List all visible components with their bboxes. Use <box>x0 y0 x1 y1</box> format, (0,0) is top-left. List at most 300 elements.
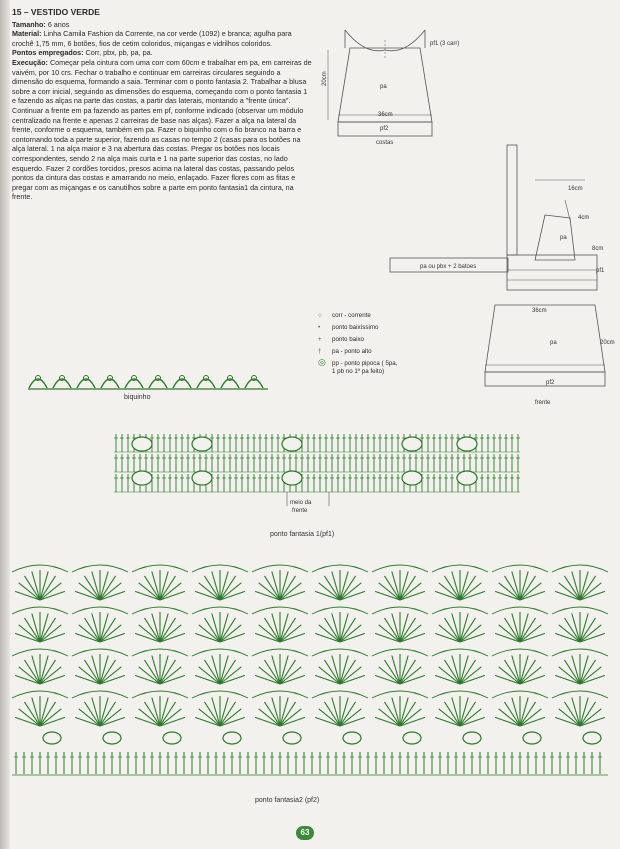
shell-stitch-mark <box>160 591 185 600</box>
shell-stitch-mark <box>84 576 100 600</box>
shell-stitch-mark <box>32 656 40 684</box>
shell-stitch-mark <box>392 572 400 600</box>
back-waist-label: 36cm <box>378 112 393 118</box>
shell-stitch-mark <box>340 656 348 684</box>
stitch-chart-pf2 <box>12 556 608 782</box>
shell-stitch-mark <box>100 702 116 726</box>
material-paragraph <box>12 29 312 48</box>
legend-item: † pa - ponto alto <box>318 346 397 358</box>
shell-stitch-mark <box>324 660 340 684</box>
shell-stitch-mark <box>100 656 108 684</box>
shell-stitch-mark <box>384 576 400 600</box>
shell-stitch-mark <box>580 591 605 600</box>
shell-stitch-mark <box>499 667 520 684</box>
shell-stitch-mark <box>92 656 100 684</box>
material-value: Linha Camila Fashion da Corrente, na cor verde (1092) e branca; agulha para crochê 1,75 mm, 6 botões, fios de cetim coloridos, miçangas e vidrilhos coloridos. <box>12 29 292 48</box>
shell-stitch-mark <box>100 667 121 684</box>
shell-stitch-mark <box>40 614 48 642</box>
shell-stitch-mark <box>139 709 160 726</box>
shell-stitch-mark <box>495 591 520 600</box>
shell-stitch-mark <box>460 576 476 600</box>
shell-stitch-mark <box>255 591 280 600</box>
shell-stitch-mark <box>19 583 40 600</box>
back-body-label: pa <box>380 84 387 90</box>
shell-stitch-mark <box>75 717 100 726</box>
shell-stitch-mark <box>100 698 108 726</box>
shell-stitch-mark <box>264 576 280 600</box>
shell-stitch-mark <box>40 660 56 684</box>
shell-stitch-mark <box>92 614 100 642</box>
shell-stitch-mark <box>520 572 528 600</box>
shell-stitch-mark <box>580 625 601 642</box>
shell-stitch-mark <box>580 675 605 684</box>
popcorn-mark <box>403 732 421 744</box>
shell-stitch-mark <box>40 717 65 726</box>
shell-stitch-mark <box>555 591 580 600</box>
shell-stitch-mark <box>332 614 340 642</box>
shell-stitch-mark <box>452 698 460 726</box>
shell-stitch-mark <box>400 717 425 726</box>
shell-stitch-mark <box>220 675 245 684</box>
shell-stitch-mark <box>520 667 541 684</box>
shell-stitch-mark <box>75 591 100 600</box>
material-label: Material: <box>12 29 42 39</box>
shell-stitch-mark <box>152 656 160 684</box>
shell-stitch-mark <box>315 591 340 600</box>
shell-stitch-mark <box>340 675 365 684</box>
shell-stitch-mark <box>280 717 305 726</box>
shell-stitch-mark <box>580 572 588 600</box>
shell-stitch-mark <box>15 717 40 726</box>
edging-caption: biquinho <box>124 394 151 401</box>
shell-stitch-mark <box>400 614 408 642</box>
popcorn-mark <box>402 437 422 451</box>
shell-stitch-mark <box>264 660 280 684</box>
popcorn-mark <box>192 437 212 451</box>
shell-stitch-mark <box>212 572 220 600</box>
shell-stitch-mark <box>160 709 181 726</box>
front-height-label: 20cm <box>600 340 615 346</box>
popcorn-mark <box>457 471 477 485</box>
popcorn-mark <box>132 437 152 451</box>
shell-stitch-mark <box>564 576 580 600</box>
popcorn-mark <box>463 732 481 744</box>
page-number: 63 <box>296 826 314 840</box>
popcorn-mark <box>402 471 422 485</box>
shell-stitch-mark <box>315 717 340 726</box>
shell-stitch-mark <box>332 572 340 600</box>
shell-stitch-mark <box>40 698 48 726</box>
shell-stitch-mark <box>520 614 528 642</box>
shell-stitch-mark <box>520 702 536 726</box>
shell-stitch-mark <box>135 717 160 726</box>
shell-stitch-mark <box>40 675 65 684</box>
slip-stitch-symbol-icon: • <box>318 324 321 331</box>
shell-stitch-mark <box>160 675 185 684</box>
shell-stitch-mark <box>40 583 61 600</box>
shell-stitch-mark <box>160 656 168 684</box>
shell-stitch-mark <box>40 572 48 600</box>
popcorn-mark <box>192 471 212 485</box>
chain-symbol-icon: ○ <box>318 312 322 319</box>
popcorn-mark <box>523 732 541 744</box>
shell-stitch-mark <box>135 633 160 642</box>
shell-stitch-mark <box>340 709 361 726</box>
shell-stitch-mark <box>280 660 296 684</box>
shell-stitch-mark <box>375 591 400 600</box>
shell-stitch-mark <box>559 667 580 684</box>
shell-stitch-mark <box>340 583 361 600</box>
shell-stitch-mark <box>392 698 400 726</box>
shell-stitch-mark <box>24 702 40 726</box>
shell-stitch-mark <box>100 633 125 642</box>
shell-stitch-mark <box>79 667 100 684</box>
shell-stitch-mark <box>375 633 400 642</box>
shell-stitch-mark <box>384 702 400 726</box>
shell-stitch-mark <box>212 698 220 726</box>
shell-stitch-mark <box>392 656 400 684</box>
shell-stitch-mark <box>280 675 305 684</box>
shell-stitch-mark <box>84 702 100 726</box>
shell-stitch-mark <box>520 583 541 600</box>
shell-stitch-mark <box>220 583 241 600</box>
picot-mark <box>156 376 161 381</box>
shell-stitch-mark <box>460 660 476 684</box>
picot-mark <box>84 376 89 381</box>
popcorn-mark <box>103 732 121 744</box>
shell-stitch-mark <box>400 702 416 726</box>
shell-stitch-mark <box>400 591 425 600</box>
shell-stitch-mark <box>439 667 460 684</box>
shell-stitch-mark <box>340 618 356 642</box>
shell-stitch-mark <box>40 656 48 684</box>
shell-stitch-mark <box>319 709 340 726</box>
legend-item: 1 pb no 1º pa feito) <box>332 368 385 375</box>
shell-stitch-mark <box>375 717 400 726</box>
shell-stitch-mark <box>460 618 476 642</box>
shell-stitch-mark <box>255 675 280 684</box>
shell-stitch-mark <box>264 618 280 642</box>
back-strap-label: pf1 (3 carr) <box>430 41 460 47</box>
shell-stitch-mark <box>40 633 65 642</box>
shell-stitch-mark <box>555 675 580 684</box>
shell-stitch-mark <box>32 698 40 726</box>
shell-stitch-mark <box>499 625 520 642</box>
shell-stitch-mark <box>135 591 160 600</box>
shell-stitch-mark <box>139 667 160 684</box>
shell-stitch-mark <box>460 633 485 642</box>
shell-stitch-mark <box>340 717 365 726</box>
shell-stitch-mark <box>512 614 520 642</box>
shell-stitch-mark <box>24 618 40 642</box>
shell-stitch-mark <box>280 698 288 726</box>
popcorn-mark <box>223 732 241 744</box>
shell-stitch-mark <box>400 675 425 684</box>
shell-stitch-mark <box>319 625 340 642</box>
shell-stitch-mark <box>280 702 296 726</box>
shell-stitch-mark <box>460 583 481 600</box>
shell-stitch-mark <box>79 625 100 642</box>
legend-item: ◎ pp - ponto pipoca ( 5pa, <box>318 357 398 367</box>
shell-stitch-mark <box>495 633 520 642</box>
shell-stitch-mark <box>340 614 348 642</box>
shell-stitch-mark <box>160 583 181 600</box>
shell-stitch-mark <box>520 625 541 642</box>
shell-stitch-mark <box>392 614 400 642</box>
shell-stitch-mark <box>255 633 280 642</box>
picot-mark <box>252 376 257 381</box>
symbol-legend <box>318 310 397 376</box>
shell-stitch-mark <box>15 591 40 600</box>
execution-value: Começar pela cintura com uma corr com 60cm e trabalhar em pa, em carreiras de vaivém, por 10 crs. Fechar o trabalho e continuar em carreiras circulares seguindo a dimensão do esquema, formando a saia. Terminar com o ponto fantasia 2. Trabalhar a blusa sobre a corr inicial, seguindo as dimensões do esquema, começando com o ponto fantasia 1 e fazendo as alças na parte das costas, a partir das laterais, montando a "frente única". Continuar a frente em pa fazendo as partes em pf, conforme indicado (observar um módulo centralizado na frente e apenas 2 carreiras de base nas alças). Fazer a alça na lateral da frente, conforme o esquema, também em pa. Fazer o biquinho com o fio branco na barra e contornando toda a parte superior, fazendo as casas no tempo 2 (casas para os botões na alça lateral. 1 na alça maior e 3 na abertura das costas. Pregar os botões nos locais correspondentes, sendo 2 na alça mais curta e 1 na parte superior das costas, no lado esquerdo. Fazer 2 cordões torcidos, presos acima na lateral das costas, passando pelos pontos da cintura das costas e amarrando no meio, enlaçado. Fazer flores com as fitas e pregar com as miçangas e os canutilhos sobre a parte em ponto fantasia1 da cintura, na frente. <box>12 57 312 202</box>
shell-stitch-mark <box>499 583 520 600</box>
shell-stitch-mark <box>100 660 116 684</box>
shell-stitch-mark <box>220 614 228 642</box>
shell-stitch-mark <box>195 717 220 726</box>
shell-stitch-mark <box>319 583 340 600</box>
shell-stitch-mark <box>75 633 100 642</box>
shell-stitch-mark <box>212 656 220 684</box>
shell-stitch-mark <box>324 618 340 642</box>
shell-stitch-mark <box>160 660 176 684</box>
shell-stitch-mark <box>204 702 220 726</box>
shell-stitch-mark <box>160 698 168 726</box>
shell-stitch-mark <box>204 576 220 600</box>
shell-stitch-mark <box>19 625 40 642</box>
front-diagram <box>385 140 610 410</box>
shell-stitch-mark <box>580 698 588 726</box>
shell-stitch-mark <box>220 709 241 726</box>
shell-stitch-mark <box>32 572 40 600</box>
shell-stitch-mark <box>512 572 520 600</box>
shell-stitch-mark <box>79 583 100 600</box>
shell-stitch-mark <box>272 614 280 642</box>
shell-stitch-mark <box>520 660 536 684</box>
shell-stitch-mark <box>580 583 601 600</box>
picot-mark <box>132 376 137 381</box>
shell-stitch-mark <box>100 591 125 600</box>
popcorn-mark <box>283 732 301 744</box>
shell-stitch-mark <box>564 702 580 726</box>
shell-stitch-mark <box>564 618 580 642</box>
popcorn-mark <box>343 732 361 744</box>
shell-stitch-mark <box>220 702 236 726</box>
shell-stitch-mark <box>452 656 460 684</box>
shell-stitch-mark <box>439 625 460 642</box>
shell-stitch-mark <box>139 625 160 642</box>
shell-stitch-mark <box>272 656 280 684</box>
shell-stitch-mark <box>400 656 408 684</box>
legend-item: + ponto baixo <box>318 334 397 346</box>
shell-stitch-mark <box>19 667 40 684</box>
shell-stitch-mark <box>400 633 425 642</box>
back-caption: costas <box>376 140 394 146</box>
shell-stitch-mark <box>315 675 340 684</box>
front-pf2-label: pf2 <box>546 380 555 386</box>
points-value: Corr, pbx, pb, pa, pa. <box>85 48 153 58</box>
shell-stitch-mark <box>444 576 460 600</box>
edging-chart <box>28 370 268 392</box>
shell-stitch-mark <box>100 717 125 726</box>
shell-stitch-mark <box>220 698 228 726</box>
shell-stitch-mark <box>160 625 181 642</box>
shell-stitch-mark <box>512 698 520 726</box>
shell-stitch-mark <box>504 618 520 642</box>
shell-stitch-mark <box>15 633 40 642</box>
front-cord-label: pa ou pbx + 2 batoes <box>420 264 477 270</box>
picot-mark <box>36 376 41 381</box>
shell-stitch-mark <box>160 667 181 684</box>
popcorn-mark <box>132 471 152 485</box>
shell-stitch-mark <box>340 576 356 600</box>
shell-stitch-mark <box>144 702 160 726</box>
shell-stitch-mark <box>452 572 460 600</box>
shell-stitch-mark <box>220 667 241 684</box>
shell-stitch-mark <box>400 698 408 726</box>
shell-stitch-mark <box>255 717 280 726</box>
shell-stitch-mark <box>220 660 236 684</box>
shell-stitch-mark <box>259 667 280 684</box>
shell-stitch-mark <box>195 591 220 600</box>
picot-mark <box>180 376 185 381</box>
shell-stitch-mark <box>580 667 601 684</box>
shell-stitch-mark <box>504 702 520 726</box>
shell-stitch-mark <box>572 614 580 642</box>
shell-stitch-mark <box>460 667 481 684</box>
shell-stitch-mark <box>460 572 468 600</box>
shell-stitch-mark <box>580 614 588 642</box>
shell-stitch-mark <box>460 656 468 684</box>
shell-stitch-mark <box>435 717 460 726</box>
shell-stitch-mark <box>400 583 421 600</box>
shell-stitch-mark <box>499 709 520 726</box>
back-height-label: 20cm <box>322 71 328 86</box>
shell-stitch-mark <box>444 618 460 642</box>
shell-stitch-mark <box>460 709 481 726</box>
shell-stitch-mark <box>199 583 220 600</box>
shell-stitch-mark <box>40 618 56 642</box>
shell-stitch-mark <box>24 576 40 600</box>
shell-stitch-mark <box>100 625 121 642</box>
shell-stitch-mark <box>280 583 301 600</box>
shell-stitch-mark <box>144 660 160 684</box>
center-front-label-1: meio da <box>290 500 312 506</box>
picot-mark <box>204 376 209 381</box>
shell-stitch-mark <box>220 625 241 642</box>
shell-stitch-mark <box>40 667 61 684</box>
shell-stitch-mark <box>220 576 236 600</box>
front-strap-side-label: 4cm <box>578 215 590 221</box>
shell-stitch-mark <box>84 660 100 684</box>
shell-stitch-mark <box>460 675 485 684</box>
shell-stitch-mark <box>40 576 56 600</box>
shell-stitch-mark <box>100 614 108 642</box>
shell-stitch-mark <box>220 572 228 600</box>
shell-stitch-mark <box>512 656 520 684</box>
shell-stitch-mark <box>520 675 545 684</box>
shell-stitch-mark <box>340 625 361 642</box>
shell-stitch-mark <box>400 618 416 642</box>
shell-stitch-mark <box>32 614 40 642</box>
shell-stitch-mark <box>40 702 56 726</box>
shell-stitch-mark <box>280 576 296 600</box>
shell-stitch-mark <box>580 709 601 726</box>
picot-mark <box>60 376 65 381</box>
shell-stitch-mark <box>460 614 468 642</box>
shell-stitch-mark <box>160 618 176 642</box>
shell-stitch-mark <box>152 698 160 726</box>
popcorn-mark <box>163 732 181 744</box>
shell-stitch-mark <box>340 572 348 600</box>
shell-stitch-mark <box>520 591 545 600</box>
shell-stitch-mark <box>152 572 160 600</box>
shell-stitch-mark <box>580 702 596 726</box>
shell-stitch-mark <box>40 709 61 726</box>
center-front-label-2: frente <box>292 508 308 514</box>
shell-stitch-mark <box>315 633 340 642</box>
single-crochet-symbol-icon: + <box>318 336 322 343</box>
shell-stitch-mark <box>280 667 301 684</box>
shell-stitch-mark <box>332 656 340 684</box>
pattern-instructions <box>12 8 312 202</box>
sizes-paragraph <box>12 20 312 30</box>
back-pf-label: pf2 <box>380 126 389 132</box>
shell-stitch-mark <box>400 572 408 600</box>
shell-stitch-mark <box>340 698 348 726</box>
shell-stitch-mark <box>160 633 185 642</box>
shell-stitch-mark <box>100 618 116 642</box>
front-strap-width-label: 8cm <box>592 246 604 252</box>
shell-stitch-mark <box>160 572 168 600</box>
shell-stitch-mark <box>520 576 536 600</box>
shell-stitch-mark <box>280 618 296 642</box>
shell-stitch-mark <box>204 660 220 684</box>
shell-stitch-mark <box>559 583 580 600</box>
picot-mark <box>228 376 233 381</box>
shell-stitch-mark <box>435 633 460 642</box>
shell-stitch-mark <box>520 709 541 726</box>
front-waist-label: 36cm <box>532 308 547 314</box>
shell-stitch-mark <box>580 618 596 642</box>
shell-stitch-mark <box>559 625 580 642</box>
shell-stitch-mark <box>495 717 520 726</box>
sizes-label: Tamanho: <box>12 19 46 29</box>
shell-stitch-mark <box>280 614 288 642</box>
shell-stitch-mark <box>84 618 100 642</box>
shell-stitch-mark <box>580 660 596 684</box>
shell-stitch-mark <box>319 667 340 684</box>
popcorn-mark <box>282 471 302 485</box>
shell-stitch-mark <box>504 576 520 600</box>
shell-stitch-mark <box>400 709 421 726</box>
shell-stitch-mark <box>195 633 220 642</box>
popcorn-mark <box>457 437 477 451</box>
shell-stitch-mark <box>40 625 61 642</box>
shell-stitch-mark <box>220 656 228 684</box>
shell-stitch-mark <box>75 675 100 684</box>
shell-stitch-mark <box>280 633 305 642</box>
shell-stitch-mark <box>555 633 580 642</box>
shell-stitch-mark <box>152 614 160 642</box>
shell-stitch-mark <box>520 698 528 726</box>
shell-stitch-mark <box>199 625 220 642</box>
shell-stitch-mark <box>259 583 280 600</box>
shell-stitch-mark <box>460 702 476 726</box>
shell-stitch-mark <box>139 583 160 600</box>
shell-stitch-mark <box>460 698 468 726</box>
shell-stitch-mark <box>40 591 65 600</box>
shell-stitch-mark <box>379 583 400 600</box>
